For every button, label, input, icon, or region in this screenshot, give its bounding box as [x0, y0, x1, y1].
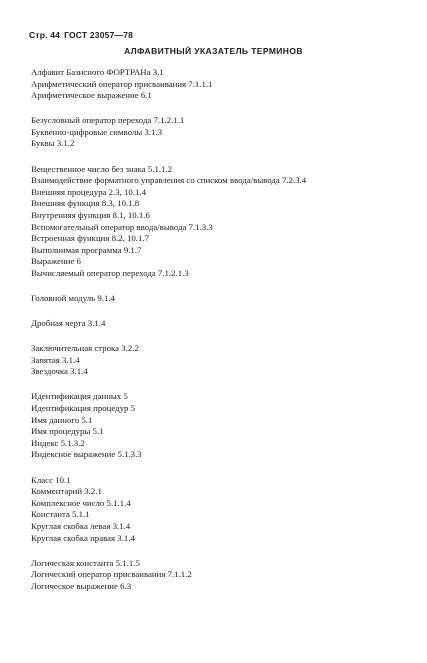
- index-entry: Арифметическое выражение 6.1: [31, 90, 152, 101]
- index-entry: Дробная черта 3.1.4: [31, 318, 106, 329]
- index-entry: Круглая скобка левая 3.1.4: [31, 520, 131, 531]
- index-entry: Индекс 5.1.3.2: [31, 437, 85, 448]
- index-entry: Имя процедуры 5.1: [31, 426, 104, 437]
- index-entry: Вычисляемый оператор перехода 7.1.2.1.3: [31, 267, 189, 278]
- index-group: [31, 115, 421, 150]
- index-entry: Комментарий 3.2.1: [31, 486, 102, 497]
- standard-designation: ГОСТ 23057—78: [64, 30, 134, 40]
- index-group: [31, 558, 421, 593]
- index-entry: Класс 10.1: [31, 474, 71, 485]
- index-entry: Идентификация процедур 5: [31, 403, 135, 414]
- index-entry: Взаимодействие форматного управления со списком ввода/вывода 7.2.3.4: [31, 175, 307, 186]
- index-entry: Буквы 3.1.2: [31, 138, 75, 149]
- index-entry: Выражение 6: [31, 256, 81, 267]
- page-title: АЛФАВИТНЫЙ УКАЗАТЕЛЬ ТЕРМИНОВ: [124, 46, 303, 56]
- index-entry: Буквенно-цифровые символы 3.1.3: [31, 126, 162, 137]
- page-number: Стр. 44: [29, 30, 61, 40]
- index-group: [31, 318, 421, 330]
- index-entry: Запятая 3.1.4: [31, 354, 80, 365]
- index-entry: Алфавит Базисного ФОРТРАНа 3.1: [31, 67, 164, 77]
- index-entry: Константа 5.1.1: [31, 509, 90, 520]
- index-entry: Имя данного 5.1: [31, 414, 93, 425]
- index-entry: Логический оператор присваивания 7.1.1.2: [31, 569, 192, 580]
- index-entry: Внешняя функция 8.3, 10.1.8: [31, 198, 140, 209]
- index-group: [31, 343, 421, 378]
- index-entry: Комплексное число 5.1.1.4: [31, 497, 131, 508]
- index-group: [31, 293, 421, 305]
- index-group: [31, 475, 421, 545]
- index-entry: Вещественное число без знака 5.1.1.2: [31, 163, 173, 174]
- index-entry: Индексное выражение 5.1.3.3: [31, 449, 142, 460]
- page-header: [29, 30, 137, 40]
- index-entry: Логическая константа 5.1.1.5: [31, 557, 140, 568]
- index-entry: Безусловный оператор перехода 7.1.2.1.1: [31, 115, 185, 126]
- index-group: [31, 391, 421, 461]
- index-entry: Звездочка 3.1.4: [31, 366, 88, 377]
- index-entry: Вспомогательный оператор ввода/вывода 7.1.3.3: [31, 221, 213, 232]
- index-entry: Выполнимая программа 9.1.7: [31, 244, 142, 255]
- index-entry: Встроенная функция 8.2, 10.1.7: [31, 233, 150, 244]
- index-entry: Арифметический оператор присваивания 7.1.1.1: [31, 78, 213, 89]
- index-group: [31, 164, 421, 280]
- index-entry: Головной модуль 9.1.4: [31, 293, 115, 303]
- index-entry: Внутренняя функция 8.1, 10.1.6: [31, 209, 150, 220]
- index-group: [31, 67, 421, 102]
- index-entry: Логическое выражение 6.3: [31, 580, 132, 591]
- term-index: [31, 67, 421, 606]
- index-entry: Круглая скобка правая 3.1.4: [31, 532, 135, 543]
- index-entry: Идентификация данных 5: [31, 391, 128, 402]
- index-entry: Внешняя процедура 2.3, 10.1.4: [31, 186, 147, 197]
- index-entry: Заключительная строка 3.2.2: [31, 343, 139, 354]
